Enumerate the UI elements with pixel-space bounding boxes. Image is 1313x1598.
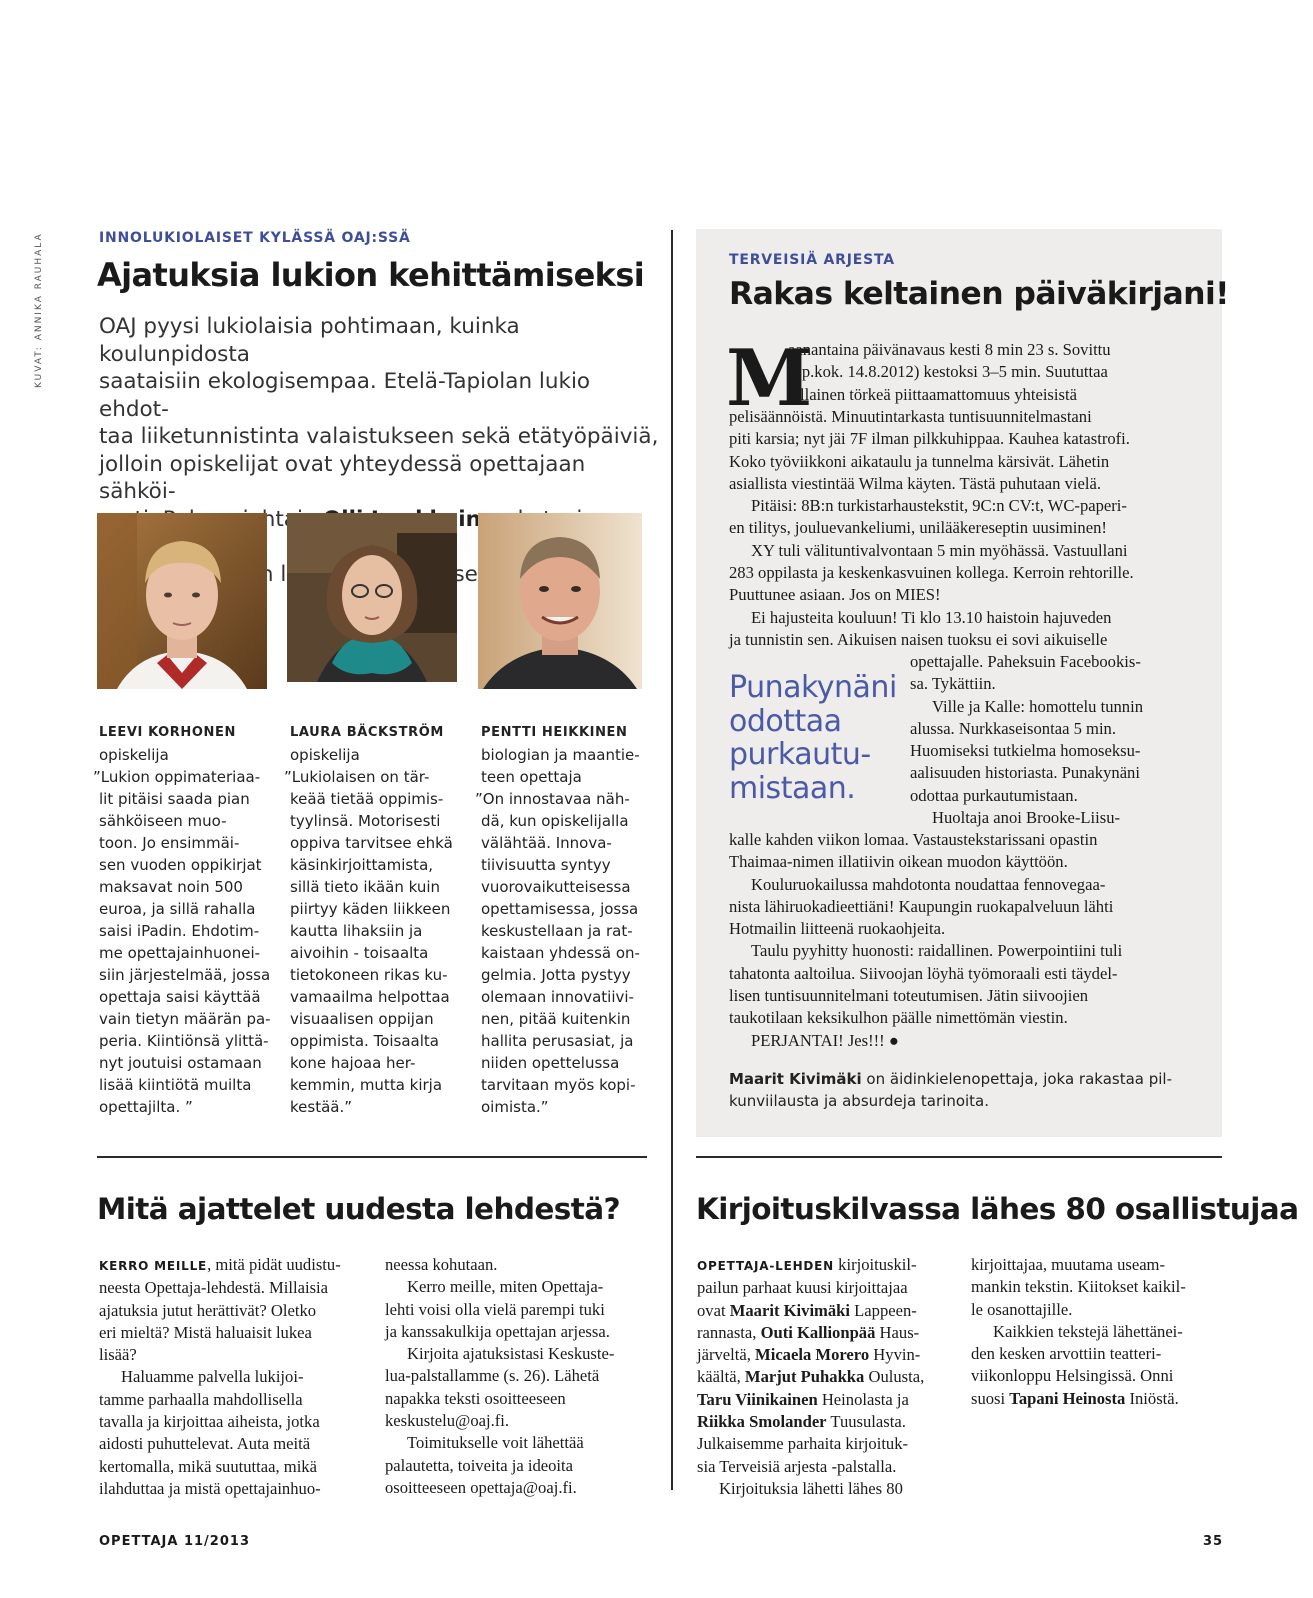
portrait-photo-pentti: [478, 513, 642, 689]
section-rule-right: [696, 1156, 1222, 1158]
person-card-laura: [284, 722, 468, 1118]
contest-col-2: kirjoittajaa, muutama useam- mankin tekstin. Kiitokset kaikil- le osanottajille. Kaikkien tekstejä lähettänei- den kesken arvottiin teatteri- viikonloppu Helsingissä. Onni suosi Tapani Heinosta Iniöstä.: [971, 1255, 1186, 1408]
feedback-col-2: neessa kohutaan. Kerro meille, miten Opettaja- lehti voisi olla vielä parempi tuki ja kanssakulkija opettajan arjessa. Kirjoita ajatuksistasi Keskuste- lua-palstallamme (s. 26). Lähetä napakka teksti osoitteeseen keskustelu@oaj.fi. Toimitukselle voit lähettää palautetta, toiveita ja ideoita osoitteeseen opettaja@oaj.fi.: [385, 1255, 615, 1497]
pull-quote: Punakynäni odottaa purkautu- mistaan.: [729, 670, 897, 806]
section-rule-left: [97, 1156, 647, 1158]
column-title: Rakas keltainen päiväkirjani!: [729, 276, 1229, 312]
column-body-c: opettajalle. Paheksuin Facebookis- sa. Tykättiin. Ville ja Kalle: homottelu tunnin alussa. Nurkkaseisontaa 5 min. Huomiseksi tutkielma homoseksu- aalisuuden historiasta. Punakynäni odottaa purkautumistaan. Huoltaja anoi Brooke-Liisu-: [910, 652, 1143, 828]
person-name: PENTTI HEIKKINEN: [481, 725, 628, 740]
photo-credit: KUVAT: ANNIKA RAUHALA: [34, 232, 44, 388]
feedback-title: Mitä ajattelet uudesta lehdestä?: [97, 1192, 621, 1226]
portrait-photo-laura: [287, 513, 457, 682]
person-quote: ”Lukion oppimateriaa- lit pitäisi saada pian sähköiseen muo- toon. Jo ensimmäi- sen vuoden oppikirjat maksavat noin 500 euroa, ja sillä rahalla saisi iPadin. Ehdotim- me opettajainhuonei- siin järjestelmää, jossa opettaja saisi käyttää vain tietyn määrän pa- peria. Kiintiönsä ylittä- nyt joutuisi ostamaan lisää kiintiötä muilta opettajilta. ”: [93, 768, 271, 1116]
person-role: biologian ja maantie- teen opettaja: [481, 746, 640, 786]
person-name: LAURA BÄCKSTRÖM: [290, 725, 444, 740]
feedback-col-1: KERRO MEILLE, mitä pidät uudistu- neesta Opettaja-lehdestä. Millaisia ajatuksia jutut herättivät? Oletko eri mieltä? Mistä haluaisit lukea lisää? Haluamme palvella lukijoi- tamme parhaalla mahdollisella tavalla ja kirjoittaa aiheista, jotka aidosti puhuttelevat. Auta meitä kertomalla, mikä suututtaa, mikä ilahduttaa ja mistä opettajainhuo-: [99, 1255, 341, 1498]
byline-author: Maarit Kivimäki: [729, 1070, 862, 1088]
footer-issue: OPETTAJA 11/2013: [99, 1534, 250, 1549]
column-byline: Maarit Kivimäki on äidinkielenopettaja, joka rakastaa pil- kunviilausta ja absurdeja tarinoita.: [729, 1070, 1173, 1110]
column-body-d: kalle kahden viikon lomaa. Vastaustekstarissani opastin Thaimaa-nimen illatiivin oikean muodon käyttöön. Kouluruokailussa mahdotonta noudattaa fennovegaa- nista lähiruokadieettiäni! Kaupungin ruokapalveluun lähti Hotmailin liitteenä ruokaohjeita. Taulu pyyhitty huonosti: raidallinen. Powerpointiini tuli tahatonta aaltoilua. Siivoojan löyhä työmoraali esti täydel- lisen tuntisuunnitelmani toteutumisen. Jätin siivoojien taukotilaan keksikulhon päälle nimettömän viestin. PERJANTAI! Jes!!! ●: [729, 830, 1123, 1050]
person-role: opiskelija: [290, 746, 360, 764]
drop-cap: M: [726, 333, 813, 424]
column-body-b: pelisäännöistä. Minuutintarkasta tuntisuunnitelmastani piti karsia; nyt jäi 7F ilman pilkkuhippaa. Kauhea katastrofi. Koko työviikkoni aikataulu ja tunnelma kärsivät. Lähetin asiallista viestintää Wilma käyten. Tästä puhutaan vielä. Pitäisi: 8B:n turkistarhaustekstit, 9C:n CV:t, WC-paperi- en tilitys, jouluevankeliumi, unilääkereseptin uusiminen! XY tuli välituntivalvontaan 5 min myöhässä. Vastuullani 283 oppilasta ja keskenkasvuinen kollega. Kerroin rehtorille. Puuttunee asiaan. Jos on MIES! Ei hajusteita kouluun! Ti klo 13.10 haistoin hajuveden ja tunnistin sen. Aikuisen naisen tuoksu ei sovi aikuiselle: [729, 407, 1134, 649]
contest-col-1: OPETTAJA-LEHDEN kirjoituskil- pailun parhaat kuusi kirjoittajaa ovat Maarit Kivimäki Lappeen- rannasta, Outi Kallionpää Haus- järveltä, Micaela Morero Hyvin- käältä, Marjut Puhakka Oulusta, Taru Viinikainen Heinolasta ja Riikka Smolander Tuusulasta. Julkaisemme parhaita kirjoituk- sia Terveisiä arjesta -palstalla. Kirjoituksia lähetti lähes 80: [697, 1255, 925, 1498]
person-card-leevi: [93, 722, 277, 1118]
left-article-ingress: OAJ pyysi lukiolaisia pohtimaan, kuinka koulunpidosta saataisiin ekologisempaa. Etelä-Tapiolan lukio ehdot- taa liiketunnistinta valaistukseen sekä etätyöpäiviä, jolloin opiskelijat ovat yhteydessä opettajaan sähköi-: [99, 313, 659, 588]
left-article-title: Ajatuksia lukion kehittämiseksi: [97, 256, 645, 294]
person-quote: ”Lukiolaisen on tär- keää tietää oppimis- tyylinsä. Motorisesti oppiva tarvitsee ehkä käsinkirjoittamista, sillä tieto ikään kuin piirtyy käden liikkeen kautta lihaksiin ja aivoihin - toisaalta tietokoneen rikas ku- vamaailma helpottaa visuaalisen oppijan oppimista. Toisaalta kone hajoaa her- kemmin, mutta kirja kestää.”: [284, 768, 453, 1116]
column-body-a: aanantaina päivänavaus kesti 8 min 23 s. Sovittu (op.kok. 14.8.2012) kestoksi 3–5 min. Suututtaa tällainen törkeä piittaamattomuus yhteisistä: [788, 340, 1111, 404]
person-quote: ”On innostavaa näh- dä, kun opiskelijalla välähtää. Innova- tiivisuutta syntyy vuorovaikutteisessa opettamisessa, jossa keskustellaan ja rat- kaistaan yhdessä on- gelmia. Jotta pystyy olemaan innovatiivi- nen, pitää kuitenkin hallita perusasiat, ja niiden opettelussa tarvitaan myös kopi- oimista.”: [475, 790, 640, 1116]
portrait-photo-leevi: [97, 513, 267, 689]
person-role: opiskelija: [99, 746, 169, 764]
column-kicker: TERVEISIÄ ARJESTA: [729, 252, 895, 268]
column-divider: [671, 230, 673, 1490]
page-number: 35: [1203, 1534, 1224, 1549]
contest-title: Kirjoituskilvassa lähes 80 osallistujaa: [696, 1192, 1299, 1226]
person-name: LEEVI KORHONEN: [99, 725, 236, 740]
left-article-kicker: INNOLUKIOLAISET KYLÄSSÄ OAJ:SSÄ: [99, 230, 411, 246]
person-card-pentti: [475, 722, 659, 1118]
